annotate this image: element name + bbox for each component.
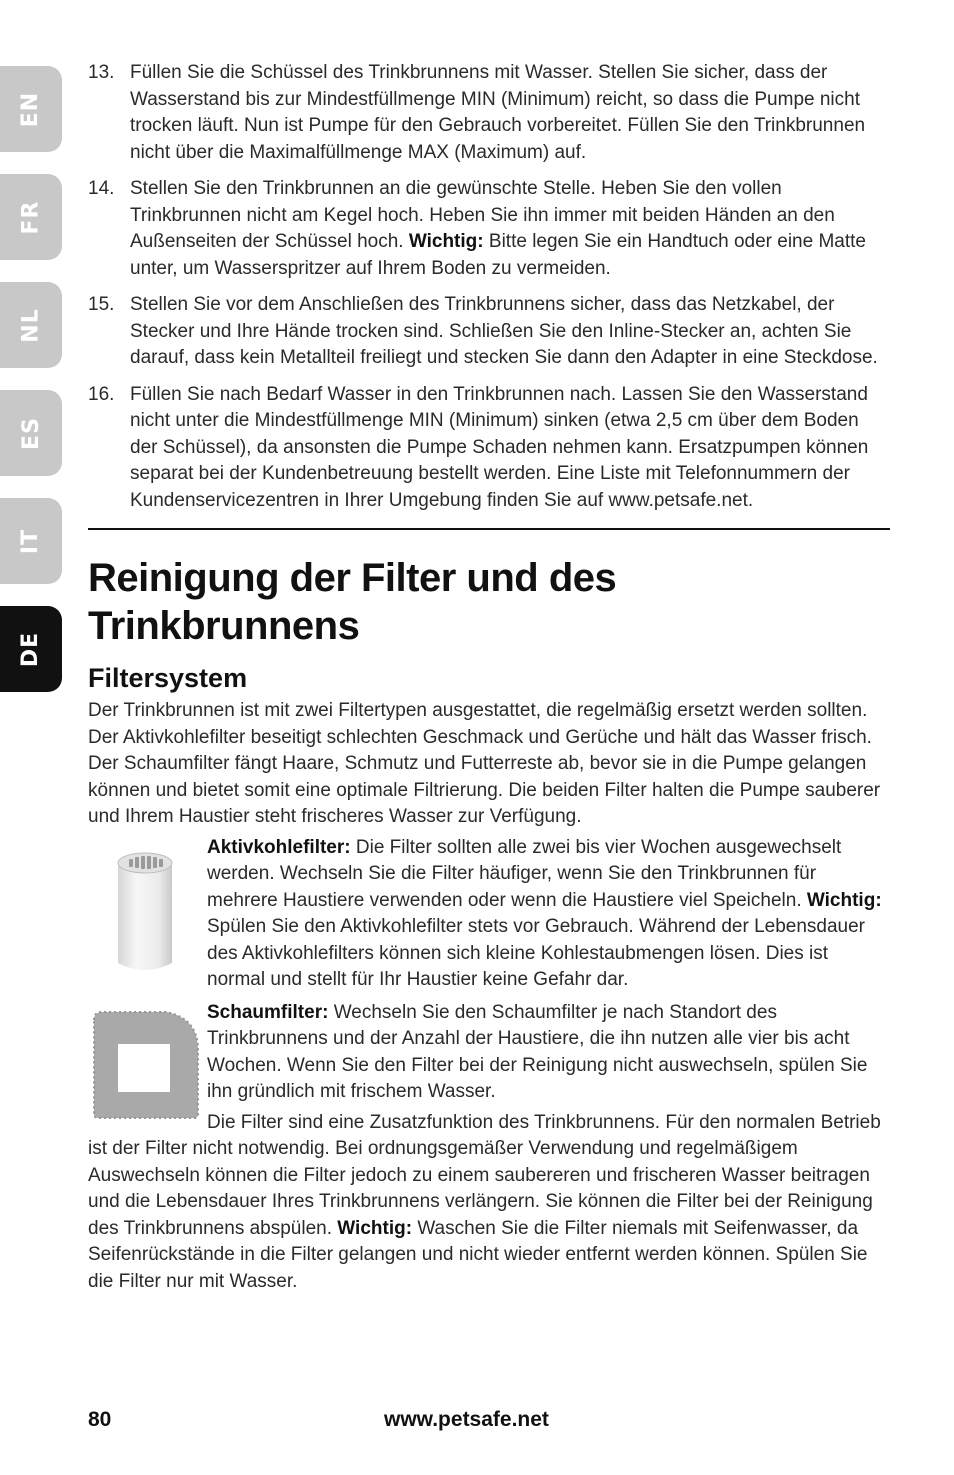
tab-nl[interactable] xyxy=(0,282,62,368)
section-title: Filtersystem xyxy=(88,663,248,693)
intro-paragraph: Der Trinkbrunnen ist mit zwei Filtertypen ausgestattet, die regelmäßig ersetzt werden sollten. Der Aktivkohlefilter beseitigt schlechten Geschmack und Gerüche und hält das Wasser frisch. Der Schaumfilter fängt Haare, Schmutz und Futterreste ab, bevor sie in die Pumpe gelangen können und bietet somit eine optimale Filtrierung. Die beiden Filter halten die Pumpe sauberer und Ihrem Haustier steht frischeres Wasser zur Verfügung. xyxy=(88,700,881,827)
foam-filter-description: Wechseln Sie den Schaumfilter je nach Standort des Trinkbrunnens und der Anzahl der Haustiere, die ihn nutzen alle vier bis acht Wochen. Wenn Sie den Filter bei der Reinigung nicht auswechseln, spülen Sie ihn gründlich mit frischem Wasser. xyxy=(207,1001,868,1102)
closing-paragraph xyxy=(88,1110,890,1296)
step-text: Füllen Sie nach Bedarf Wasser in den Trinkbrunnen nach. Lassen Sie den Wasserstand nicht unter die Mindestfüllmenge MIN (Minimum) sinken (etwa 2,5 cm über dem Boden der Schüssel), da ansonsten die Pumpe Schaden nehmen kann. Ersatzpumpen können separat bei der Kundenbetreuung bestellt werden. Eine Liste mit Telefonnummern der Kundenservicezentren in Ihrer Umgebung finden Sie auf www.petsafe.net. xyxy=(130,383,869,511)
important-label: Wichtig: xyxy=(806,889,882,911)
tab-label: ES xyxy=(18,416,44,450)
carbon-filter-section xyxy=(88,835,890,994)
step-text: Füllen Sie die Schüssel des Trinkbrunnens mit Wasser. Stellen Sie sicher, dass der Wasserstand bis zur Mindestfüllmenge MIN (Minimum) reicht, so dass die Pumpe nicht trocken läuft. Nun ist Pumpe für den Gebrauch vorbereitet. Füllen Sie den Trinkbrunnen nicht über die Maximalfüllmenge MAX (Maximum) auf. xyxy=(130,62,866,163)
important-label: Wichtig: xyxy=(408,231,484,252)
section-divider xyxy=(88,528,890,530)
step-number: 13. xyxy=(88,62,115,83)
closing-important: Waschen Sie die Filter niemals mit Seifenwasser, da Seifenrückstände in die Filter gelangen und nicht wieder entfernt werden können. Spülen Sie die Filter nur mit Wasser. xyxy=(88,1217,868,1292)
step-number: 16. xyxy=(88,383,115,405)
foam-filter-label: Schaumfilter: xyxy=(207,1001,329,1023)
tab-fr[interactable] xyxy=(0,174,62,260)
foam-filter-image xyxy=(88,1006,203,1122)
tab-label: EN xyxy=(18,91,44,127)
carbon-filter-important: Spülen Sie den Aktivkohlefilter stets vor Gebrauch. Während der Lebensdauer des Aktivkohlefilters können sich kleine Kohlestaubmengen lösen. Dies ist normal und stellt für Ihr Haustier keine Gefahr dar. xyxy=(207,916,865,990)
carbon-filter-image xyxy=(88,841,203,981)
foam-filter-text xyxy=(207,1000,890,1106)
foam-filter-section xyxy=(88,1000,890,1106)
tab-es[interactable] xyxy=(0,390,62,476)
tab-label: IT xyxy=(18,528,44,554)
page-title: Reinigung der Filter und des Trinkbrunnens xyxy=(88,556,617,648)
carbon-filter-description: Die Filter sollten alle zwei bis vier Wochen ausgewechselt werden. Wechseln Sie die Filter häufiger, wenn Sie den Trinkbrunnen für mehrere Haustiere verwenden oder wenn die Haustiere viel Speicheln. xyxy=(207,836,842,911)
tab-en[interactable] xyxy=(0,66,62,152)
step-text: Stellen Sie vor dem Anschließen des Trinkbrunnens sicher, dass das Netzkabel, der Stecker und Ihre Hände trocken sind. Schließen Sie den Inline-Stecker an, achten Sie darauf, dass kein Metallteil freiliegt und stecken Sie dann den Adapter in eine Steckdose. xyxy=(130,294,878,368)
step-number: 15. xyxy=(88,294,115,315)
list-item xyxy=(88,292,890,372)
step-list xyxy=(88,60,890,514)
list-item xyxy=(88,382,890,515)
carbon-filter-label: Aktivkohlefilter: xyxy=(207,836,351,858)
page-number: 80 xyxy=(88,1408,112,1431)
language-tabs xyxy=(0,0,64,700)
tab-de[interactable] xyxy=(0,606,62,692)
list-item xyxy=(88,176,890,282)
step-text: Stellen Sie den Trinkbrunnen an die gewünschte Stelle. Heben Sie den vollen Trinkbrunnen nicht am Kegel hoch. Heben Sie ihn immer mit beiden Händen an den Außenseiten der Schüssel hoch. xyxy=(130,178,835,252)
tab-label: DE xyxy=(18,631,44,667)
tab-it[interactable] xyxy=(0,498,62,584)
footer-url[interactable]: www.petsafe.net xyxy=(384,1408,549,1431)
page-content xyxy=(88,60,890,1295)
tab-label: FR xyxy=(18,200,44,234)
carbon-filter-text xyxy=(207,835,890,994)
closing-text: Die Filter sind eine Zusatzfunktion des Trinkbrunnens. Für den normalen Betrieb ist der Filter nicht notwendig. Bei ordnungsgemäßer Verwendung und regelmäßigem Auswechseln können die Filter jedoch zu einem saubereren und frischeren Wasser beitragen und die Lebensdauer Ihres Trinkbrunnens verlängern. Sie können die Filter bei der Reinigung des Trinkbrunnens abspülen. xyxy=(88,1111,881,1239)
list-item xyxy=(88,60,890,166)
important-label: Wichtig: xyxy=(337,1217,413,1239)
step-number: 14. xyxy=(88,178,115,199)
tab-label: NL xyxy=(18,307,44,343)
step-text-after: Bitte legen Sie ein Handtuch oder eine Matte unter, um Wasserspritzer auf Ihrem Boden zu vermeiden. xyxy=(130,231,866,279)
